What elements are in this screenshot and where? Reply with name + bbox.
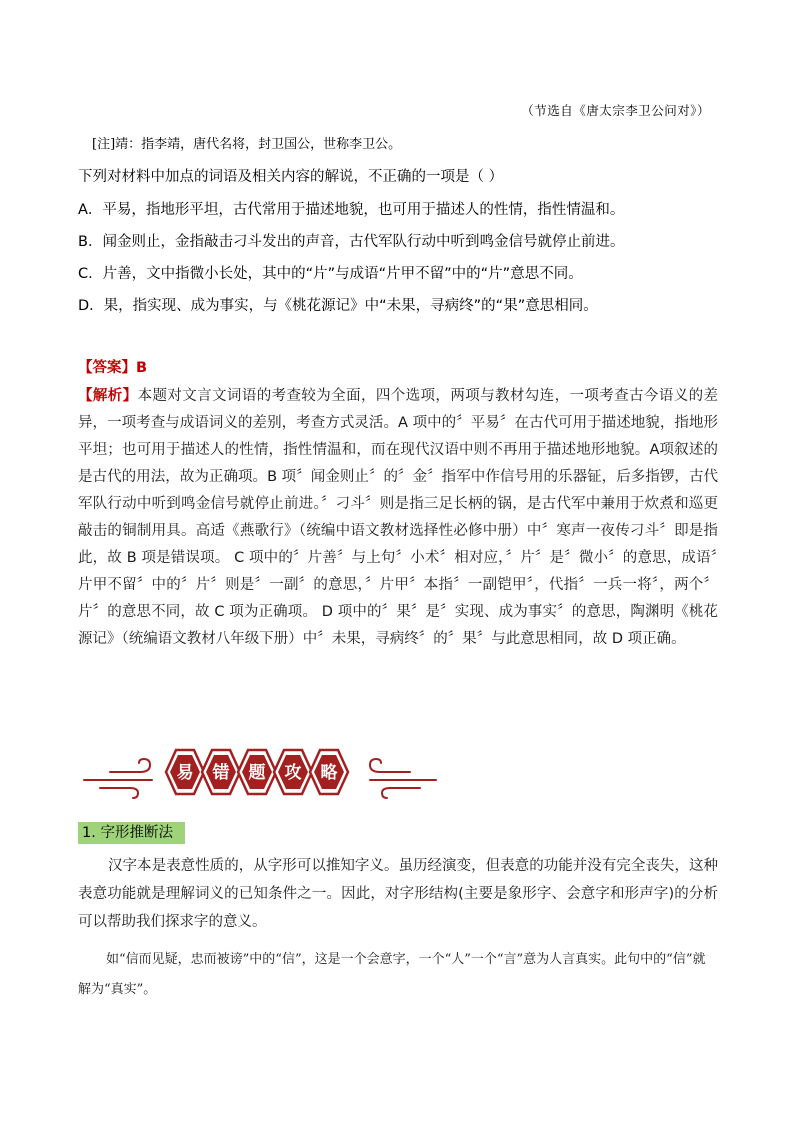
section-paragraph: 汉字本是表意性质的，从字形可以推知字义。虽历经演变，但表意的功能并没有完全丧失，这种表意功能就是理解词义的已知条件之一。因此，对字形结构(主要是象形字、会意字和形声字)的分析可以帮助我们探求字的意义。 (78, 858, 718, 930)
hex-tile-5 (310, 750, 348, 794)
answer-value: B (136, 360, 148, 376)
hex-tile-4 (274, 750, 312, 794)
option-a: A．平易，指地形平坦，古代常用于描述地貌，也可用于描述人的性情，指性情温和。 (78, 202, 625, 218)
question-stem: 下列对材料中加点的词语及相关内容的解说，不正确的一项是（ ） (78, 169, 504, 185)
hex-char-4: 攻 (284, 763, 302, 783)
left-cloud-ornament (84, 759, 152, 798)
section-banner (80, 742, 440, 802)
hex-char-5: 略 (320, 763, 338, 783)
explanation-label: 【解析】 (78, 388, 138, 404)
option-c: C．片善，文中指微小长处，其中的“片”与成语“片甲不留”中的“片”意思不同。 (78, 266, 583, 282)
section-heading: 1. 字形推断法 (78, 822, 185, 844)
answer-line (78, 356, 147, 377)
explanation (78, 383, 718, 653)
hex-char-3: 题 (248, 763, 266, 783)
option-d: D．果，指实现、成为事实，与《桃花源记》中“未果，寻病终”的“果”意思相同。 (78, 298, 598, 314)
source-citation: （节选自《唐太宗李卫公问对》） (521, 103, 710, 118)
footnote: [注]靖：指李靖，唐代名将，封卫国公，世称李卫公。 (92, 137, 402, 152)
explanation-text: 本题对文言文词语的考查较为全面，四个选项，两项与教材勾连，一项考查古今语义的差异，一项考查与成语词义的差别，考查方式灵活。A 项中的〞平易〞在古代可用于描述地貌，指地形平坦；也可用于描述人的性情，指性情温和，而在现代汉语中则不再用于描述地形地貌。A项叙述的是古代的用法，故为正确项。B 项〞闻金则止〞的〞金〞指军中作信号用的乐器钲，后多指锣，古代军队行动中听到鸣金信号就停止前进。〞刁斗〞则是指三足长柄的锅，是古代军中兼用于炊煮和巡更敲击的铜制用具。高适《燕歌行》（统编中语文教材选择性必修中册）中〞寒声一夜传刁斗〞即是指此，故 B 项是错误项。 C 项中的〞片善〞与上句〞小术〞相对应，〞片〞是〞微小〞的意思，成语〞片甲不留〞中的〞片〞则是〞一副〞的意思，〞片甲〞本指〞一副铠甲〞，代指〞一兵一将〞，两个〞片〞的意思不同，故 C 项为正确项。 D 项中的〞果〞是〞实现、成为事实〞的意思，陶渊明《桃花源记》（统编语文教材八年级下册）中〞未果，寻病终〞的〞果〞与此意思相同，故 D 项正确。 (78, 388, 719, 647)
option-b: B．闻金则止，金指敲击刁斗发出的声音，古代军队行动中听到鸣金信号就停止前进。 (78, 234, 625, 250)
hex-tile-3 (238, 750, 276, 794)
hex-tile-1 (166, 750, 204, 794)
hex-char-2: 错 (212, 763, 230, 783)
section-example: 如“信而见疑，忠而被谤”中的“信”，这是一个会意字，一个“人”一个“言”意为人言真实。此句中的“信”就解为“真实”。 (78, 952, 706, 997)
hex-tile-2 (202, 750, 240, 794)
answer-label: 【答案】 (78, 360, 136, 376)
hex-char-1: 易 (176, 763, 194, 783)
right-cloud-ornament (370, 759, 436, 798)
